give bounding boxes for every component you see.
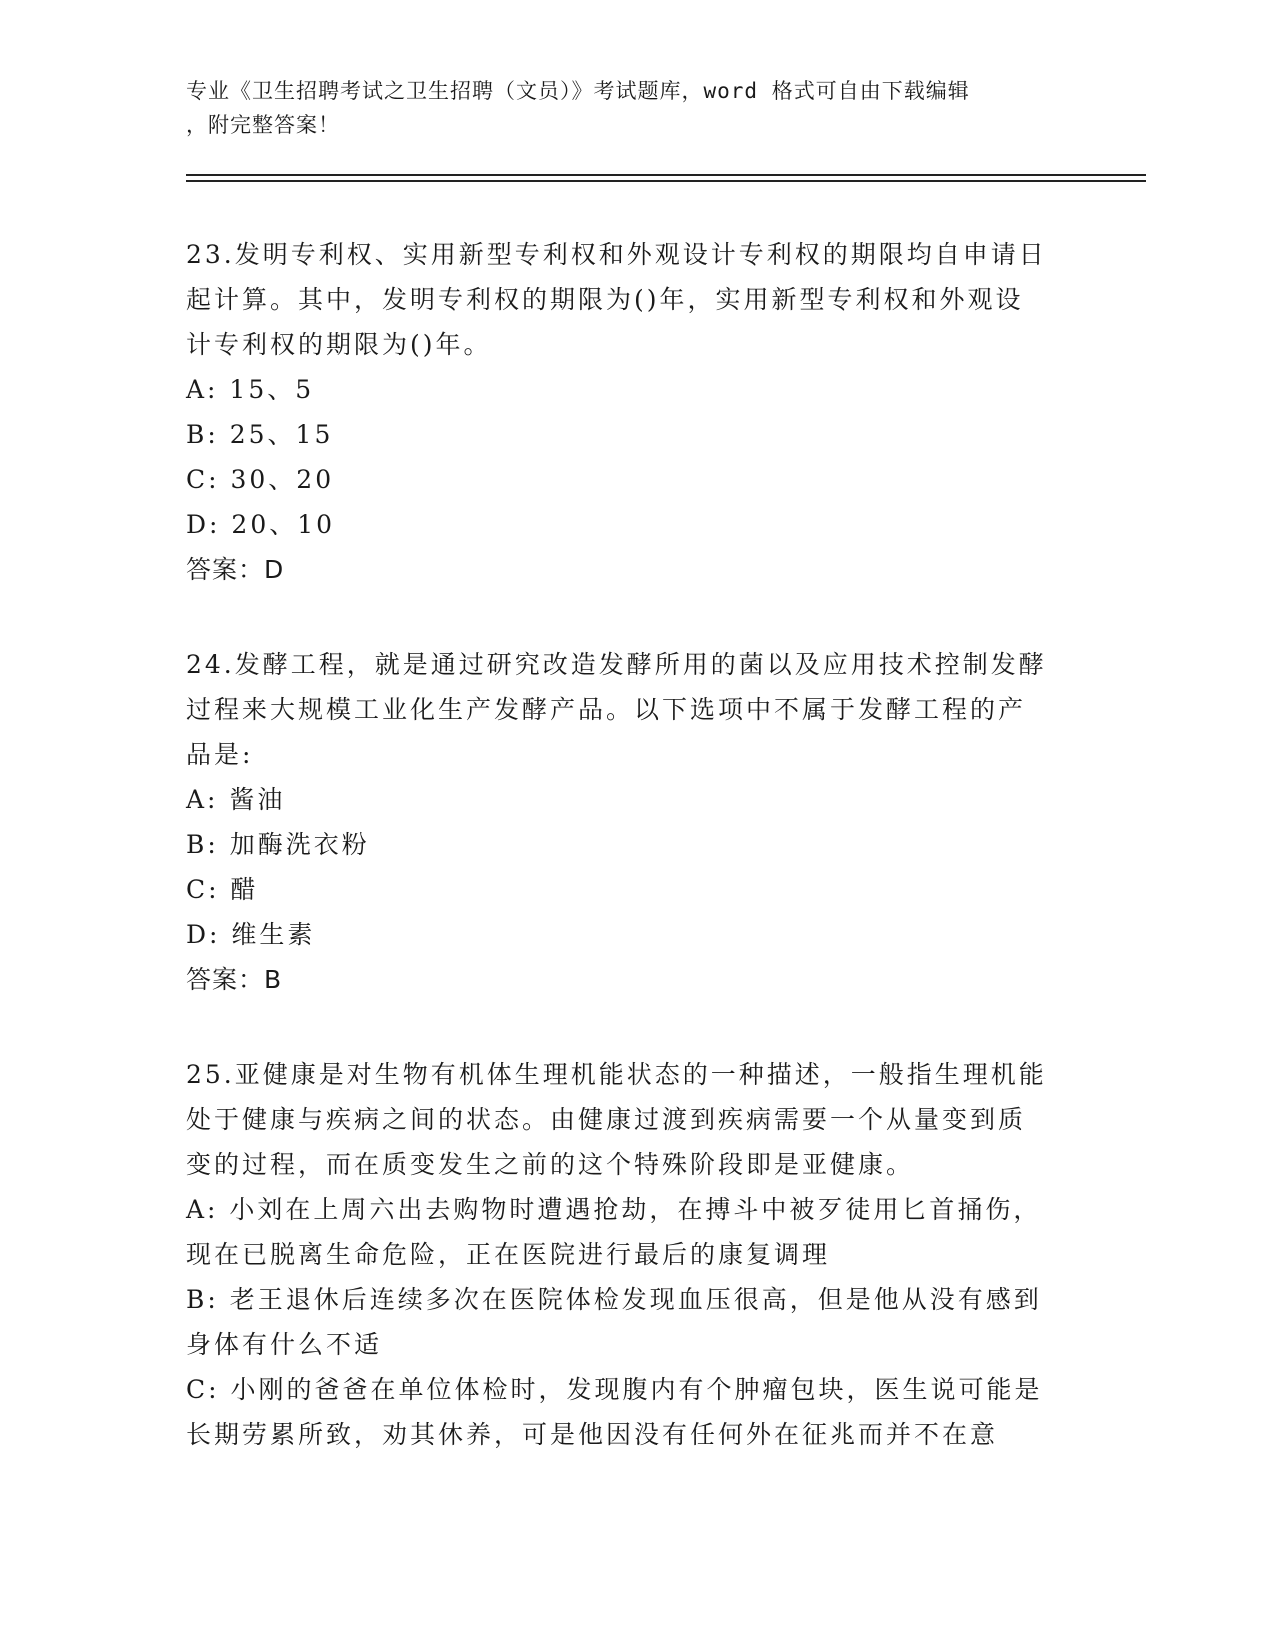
option-c: C: 小刚的爸爸在单位体检时，发现腹内有个肿瘤包块，医生说可能是	[186, 1375, 1043, 1404]
option-a: A: 15、5	[186, 375, 315, 404]
option-c-continued: 长期劳累所致，劝其休养，可是他因没有任何外在征兆而并不在意	[186, 1420, 999, 1449]
header-line-2: ，附完整答案！	[186, 113, 340, 137]
option-d: D: 20、10	[186, 510, 336, 539]
option-b: B: 25、15	[186, 420, 334, 449]
question-text-line: 24.发酵工程，就是通过研究改造发酵所用的菌以及应用技术控制发酵	[186, 650, 1047, 679]
answer: 答案：B	[186, 965, 283, 994]
option-a: A: 小刘在上周六出去购物时遭遇抢劫，在搏斗中被歹徒用匕首捅伤，	[186, 1195, 1042, 1224]
option-b: B: 老王退休后连续多次在医院体检发现血压很高，但是他从没有感到	[186, 1285, 1042, 1314]
question-23	[186, 232, 1066, 592]
option-a-continued: 现在已脱离生命危险，正在医院进行最后的康复调理	[186, 1240, 831, 1269]
question-text-line: 25.亚健康是对生物有机体生理机能状态的一种描述，一般指生理机能	[186, 1060, 1047, 1089]
header-divider-top	[186, 174, 1146, 176]
question-text-line: 起计算。其中，发明专利权的期限为()年，实用新型专利权和外观设	[186, 285, 1024, 314]
option-b: B: 加酶洗衣粉	[186, 830, 370, 859]
question-text-line: 品是:	[186, 740, 254, 769]
option-c: C: 醋	[186, 875, 259, 904]
option-a: A: 酱油	[186, 785, 286, 814]
question-text-line: 计专利权的期限为()年。	[186, 330, 492, 359]
question-list	[186, 232, 1066, 1507]
option-d: D: 维生素	[186, 920, 316, 949]
question-24	[186, 642, 1066, 1002]
header-line-1: 专业《卫生招聘考试之卫生招聘（文员）》考试题库，word 格式可自由下载编辑	[186, 79, 970, 103]
header-divider-bottom	[186, 180, 1146, 182]
question-text-line: 变的过程，而在质变发生之前的这个特殊阶段即是亚健康。	[186, 1150, 915, 1179]
question-text-line: 23.发明专利权、实用新型专利权和外观设计专利权的期限均自申请日	[186, 240, 1047, 269]
document-header	[186, 74, 1066, 142]
answer: 答案：D	[186, 555, 285, 584]
option-c: C: 30、20	[186, 465, 335, 494]
question-text-line: 处于健康与疾病之间的状态。由健康过渡到疾病需要一个从量变到质	[186, 1105, 1027, 1134]
question-text-line: 过程来大规模工业化生产发酵产品。以下选项中不属于发酵工程的产	[186, 695, 1027, 724]
question-25	[186, 1052, 1066, 1457]
option-b-continued: 身体有什么不适	[186, 1330, 383, 1359]
